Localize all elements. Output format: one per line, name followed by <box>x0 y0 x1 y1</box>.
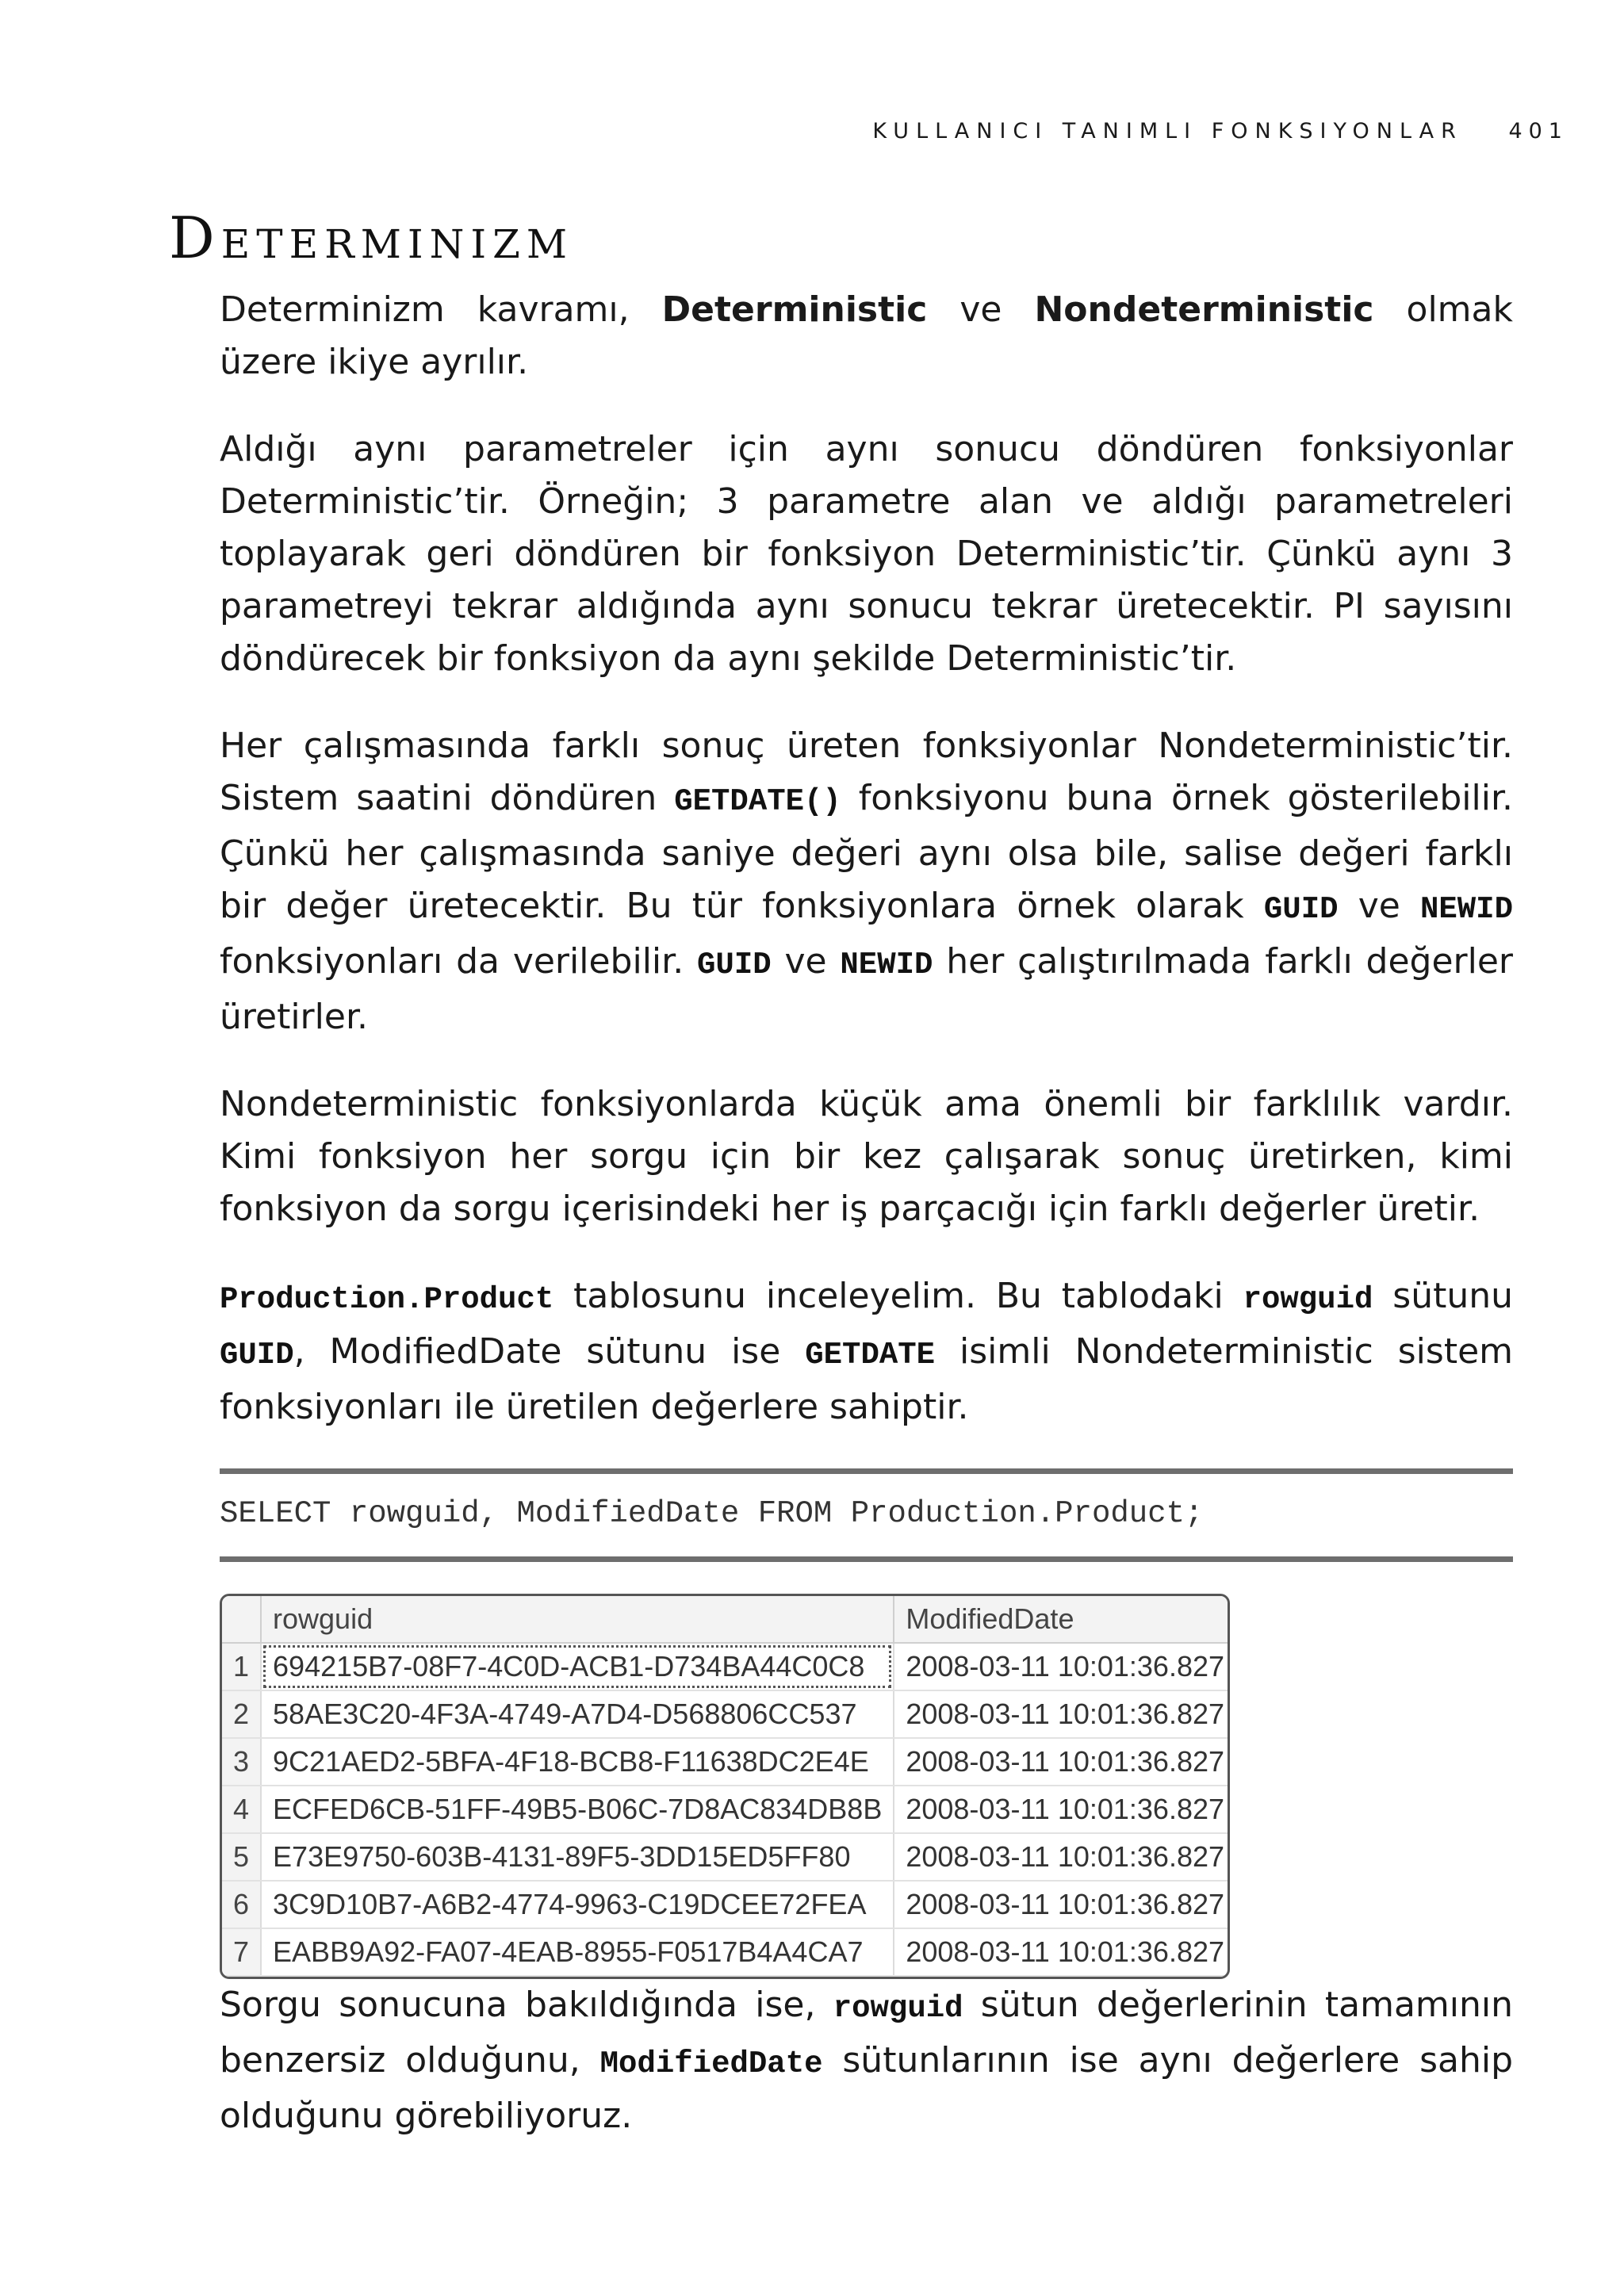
text: Her çalışmasında farklı sonuç üreten fonksiyonlar Nondeterministic’tir. Sistem saatini döndüren <box>220 725 1513 818</box>
table-row[interactable] <box>222 1643 1230 1690</box>
column-header-rowguid[interactable]: rowguid <box>261 1596 894 1643</box>
rowguid-cell[interactable]: 9C21AED2-5BFA-4F18-BCB8-F11638DC2E4E <box>261 1738 894 1786</box>
table-row[interactable] <box>222 1690 1230 1738</box>
text: her çalıştırılmada farklı değerler üretirler. <box>220 941 1513 1037</box>
inline-code: NEWID <box>1419 892 1513 927</box>
table-row[interactable] <box>222 1881 1230 1928</box>
sql-query: SELECT rowguid, ModifiedDate FROM Production.Product; <box>220 1496 1204 1531</box>
inline-code: GUID <box>220 1338 294 1372</box>
text: isimli Nondeterministic sistem fonksiyonları ile üretilen değerlere sahiptir. <box>220 1331 1513 1427</box>
row-number[interactable]: 2 <box>222 1690 261 1738</box>
text: ve <box>1338 886 1420 926</box>
row-number[interactable]: 3 <box>222 1738 261 1786</box>
paragraph-4: Nondeterministic fonksiyonlarda küçük ama önemli bir farklılık vardır. Kimi fonksiyon her sorgu için bir kez çalışarak sonuç üretirken, kimi fonksiyon da sorgu içerisindeki her iş parçacığı için farklı değerler üretir. <box>220 1084 1513 1229</box>
text: tablosunu inceleyelim. Bu tablodaki <box>553 1276 1243 1316</box>
paragraph-2: Aldığı aynı parametreler için aynı sonucu döndüren fonksiyonlar Deterministic’tir. Örneğin; 3 parametre alan ve aldığı parametreleri toplayarak geri döndüren bir fonksiyon Deterministic’tir. Çünkü aynı 3 parametreyi tekrar aldığında aynı sonucu tekrar üretecektir. PI sayısını döndürecek bir fonksiyon da aynı şekilde Deterministic’tir. <box>220 429 1513 679</box>
inline-code: GETDATE() <box>674 784 841 819</box>
inline-code: ModifiedDate <box>599 2046 823 2081</box>
rowguid-cell[interactable]: 3C9D10B7-A6B2-4774-9963-C19DCEE72FEA <box>261 1881 894 1928</box>
header-row <box>222 1596 1230 1643</box>
table-row[interactable] <box>222 1738 1230 1786</box>
inline-code: rowguid <box>833 1991 963 2026</box>
running-head <box>872 119 1568 144</box>
modifieddate-cell[interactable]: 2008-03-11 10:01:36.827 <box>894 1786 1230 1833</box>
bold-term: Nondeterministic <box>1034 289 1374 330</box>
text: sütunu <box>1373 1276 1513 1316</box>
inline-code: Production.Product <box>220 1282 554 1317</box>
modifieddate-cell[interactable]: 2008-03-11 10:01:36.827 <box>894 1643 1230 1690</box>
text: sütunlarının ise aynı değerlere sahip olduğunu görebiliyoruz. <box>220 2040 1513 2136</box>
row-number[interactable]: 1 <box>222 1643 261 1690</box>
text: , ModifiedDate sütunu ise <box>293 1331 806 1372</box>
rowguid-cell[interactable]: 694215B7-08F7-4C0D-ACB1-D734BA44C0C8 <box>261 1643 894 1690</box>
inline-code: GUID <box>697 948 772 982</box>
code-block <box>220 1468 1513 1562</box>
results-grid <box>220 1594 1230 1979</box>
text: Determinizm kavramı, <box>220 289 662 330</box>
text: ve <box>927 289 1035 330</box>
paragraph-1 <box>220 284 1513 389</box>
running-title: KULLANICI TANIMLI FONKSIYONLAR <box>872 119 1463 144</box>
text: ve <box>771 941 841 982</box>
table-row[interactable] <box>222 1786 1230 1833</box>
column-header-rownum[interactable] <box>222 1596 261 1643</box>
rowguid-cell[interactable]: ECFED6CB-51FF-49B5-B06C-7D8AC834DB8B <box>261 1786 894 1833</box>
row-number[interactable]: 4 <box>222 1786 261 1833</box>
table-row[interactable] <box>222 1833 1230 1881</box>
rowguid-cell[interactable]: EABB9A92-FA07-4EAB-8955-F0517B4A4CA7 <box>261 1928 894 1976</box>
page-number: 401 <box>1508 119 1568 144</box>
inline-code: GETDATE <box>805 1338 936 1372</box>
text: olmak üzere ikiye ayrılır. <box>220 289 1513 382</box>
text: sütun değerlerinin tamamının benzersiz olduğunu, <box>220 1985 1513 2081</box>
inline-code: NEWID <box>840 948 933 982</box>
bold-term: Deterministic <box>661 289 928 330</box>
table-row[interactable] <box>222 1928 1230 1976</box>
paragraph-6 <box>220 1979 1513 2142</box>
row-number[interactable]: 6 <box>222 1881 261 1928</box>
text: fonksiyonu buna örnek gösterilebilir. Çünkü her çalışmasında saniye değeri aynı olsa bile, salise değeri farklı bir değer üretecektir. Bu tür fonksiyonlara örnek olarak <box>220 778 1513 926</box>
column-header-modifieddate[interactable]: ModifiedDate <box>894 1596 1230 1643</box>
page-content <box>220 284 1513 2177</box>
paragraph-5 <box>220 1270 1513 1434</box>
inline-code: GUID <box>1263 892 1339 927</box>
chapter-title: Determinizm <box>169 205 574 271</box>
text: Sorgu sonucuna bakıldığında ise, <box>220 1985 833 2025</box>
text: fonksiyonları da verilebilir. <box>220 941 698 982</box>
row-number[interactable]: 5 <box>222 1833 261 1881</box>
modifieddate-cell[interactable]: 2008-03-11 10:01:36.827 <box>894 1881 1230 1928</box>
results-table <box>222 1596 1230 1977</box>
modifieddate-cell[interactable]: 2008-03-11 10:01:36.827 <box>894 1738 1230 1786</box>
row-number[interactable]: 7 <box>222 1928 261 1976</box>
modifieddate-cell[interactable]: 2008-03-11 10:01:36.827 <box>894 1690 1230 1738</box>
rowguid-cell[interactable]: E73E9750-603B-4131-89F5-3DD15ED5FF80 <box>261 1833 894 1881</box>
modifieddate-cell[interactable]: 2008-03-11 10:01:36.827 <box>894 1833 1230 1881</box>
rowguid-cell[interactable]: 58AE3C20-4F3A-4749-A7D4-D568806CC537 <box>261 1690 894 1738</box>
inline-code: rowguid <box>1243 1282 1373 1317</box>
paragraph-3 <box>220 720 1513 1043</box>
modifieddate-cell[interactable]: 2008-03-11 10:01:36.827 <box>894 1928 1230 1976</box>
